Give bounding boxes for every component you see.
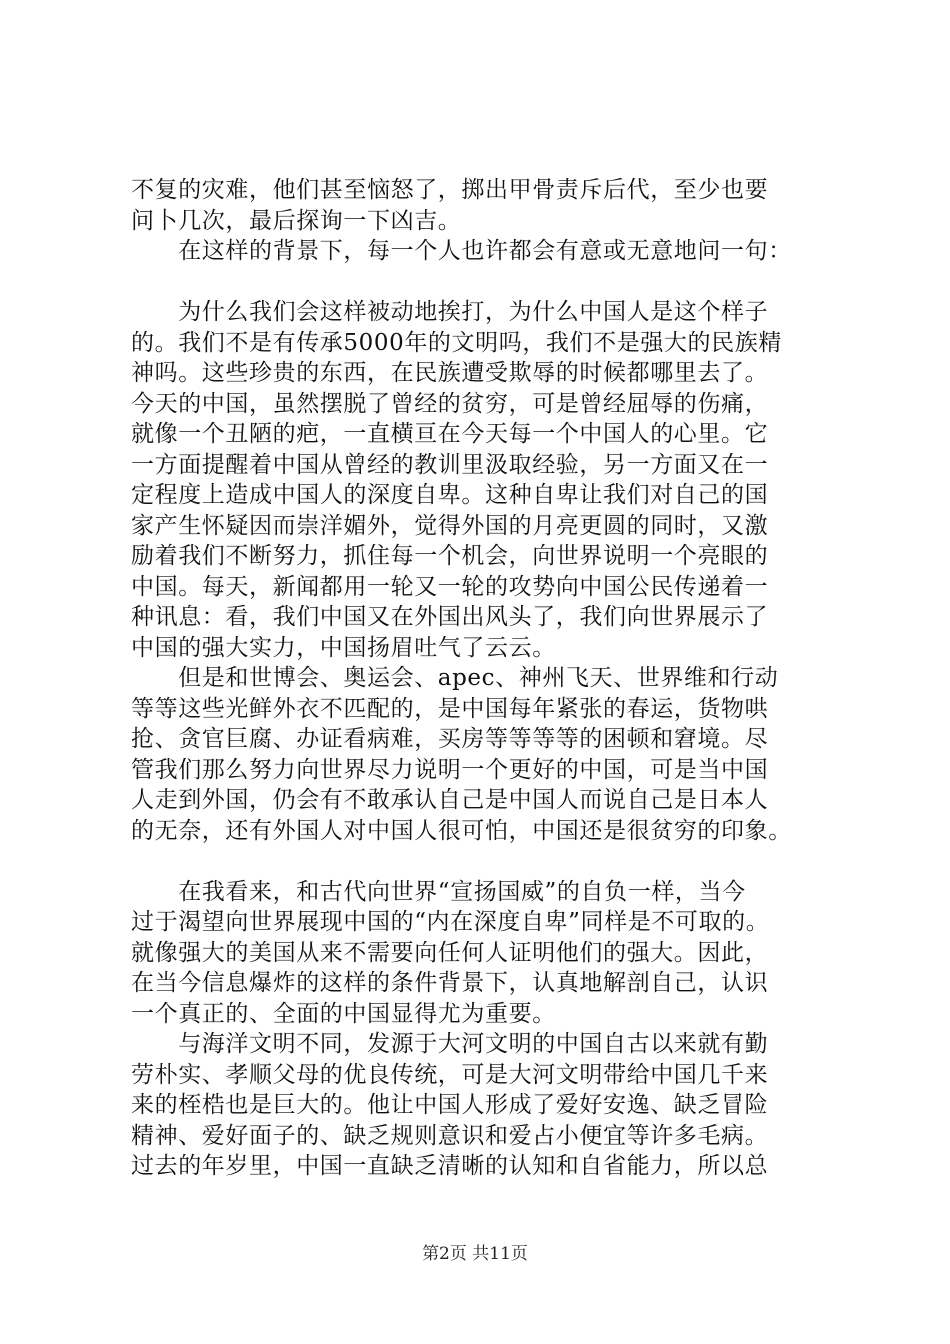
text-line: 人走到外国，仍会有不敢承认自己是中国人而说自己是日本人	[131, 787, 769, 813]
text-line: 为什么我们会这样被动地挨打，为什么中国人是这个样子	[131, 299, 769, 325]
text-line: 定程度上造成中国人的深度自卑。这种自卑让我们对自己的国	[131, 482, 769, 508]
text-line: 精神、爱好面子的、缺乏规则意识和爱占小便宜等许多毛病。	[131, 1122, 769, 1149]
text-line: 励着我们不断努力，抓住每一个机会，向世界说明一个亮眼的	[131, 543, 769, 569]
text-line: 过去的年岁里，中国一直缺乏清晰的认知和自省能力，所以总	[131, 1153, 769, 1179]
page-footer	[0, 1243, 950, 1265]
text-line: 中国。每天，新闻都用一轮又一轮的攻势向中国公民传递着一	[131, 573, 769, 600]
text-line: 的。我们不是有传承5000年的文明吗，我们不是强大的民族精	[131, 329, 782, 356]
page-number: 第2页 共11页	[422, 1244, 528, 1264]
text-line: 家产生怀疑因而崇洋媚外，觉得外国的月亮更圆的同时，又激	[131, 512, 769, 539]
text-line: 但是和世博会、奥运会、apec、神州飞天、世界维和行动	[131, 665, 779, 691]
text-line: 一个真正的、全面的中国显得尤为重要。	[131, 1000, 556, 1027]
paragraph-gap	[131, 267, 831, 298]
text-line: 就像一个丑陋的疤，一直横亘在今天每一个中国人的心里。它	[131, 421, 769, 447]
text-line: 的无奈，还有外国人对中国人很可怕，中国还是很贫穷的印象。	[131, 817, 792, 844]
text-line: 在当今信息爆炸的这样的条件背景下，认真地解剖自己，认识	[131, 970, 769, 996]
text-line: 就像强大的美国从来不需要向任何人证明他们的强大。因此，	[131, 939, 769, 966]
text-line: 种讯息：看，我们中国又在外国出风头了，我们向世界展示了	[131, 604, 769, 630]
text-line: 劳朴实、孝顺父母的优良传统，可是大河文明带给中国几千来	[131, 1061, 769, 1088]
text-line: 在我看来，和古代向世界“宣扬国威”的自负一样，当今	[131, 878, 746, 905]
paragraph-gap	[131, 846, 831, 877]
text-line: 问卜几次，最后探询一下凶吉。	[131, 207, 462, 234]
text-line: 一方面提醒着中国从曾经的教训里汲取经验，另一方面又在一	[131, 451, 769, 478]
text-line: 今天的中国，虽然摆脱了曾经的贫穷，可是曾经屈辱的伤痛，	[131, 390, 769, 417]
text-line: 中国的强大实力，中国扬眉吐气了云云。	[131, 634, 556, 661]
text-line: 抢、贪官巨腐、办证看病难，买房等等等等的困顿和窘境。尽	[131, 726, 769, 752]
text-line: 来的桎梏也是巨大的。他让中国人形成了爱好安逸、缺乏冒险	[131, 1092, 769, 1118]
text-line: 不复的灾难，他们甚至恼怒了，掷出甲骨责斥后代，至少也要	[131, 177, 769, 203]
text-line: 过于渴望向世界展现中国的“内在深度自卑”同样是不可取的。	[131, 909, 770, 935]
text-line: 神吗。这些珍贵的东西，在民族遭受欺辱的时候都哪里去了。	[131, 360, 769, 386]
text-line: 与海洋文明不同，发源于大河文明的中国自古以来就有勤	[131, 1031, 769, 1057]
text-line: 管我们那么努力向世界尽力说明一个更好的中国，可是当中国	[131, 756, 769, 783]
text-line: 等等这些光鲜外衣不匹配的，是中国每年紧张的春运，货物哄	[131, 695, 769, 722]
body-text	[131, 175, 831, 1182]
text-line: 在这样的背景下，每一个人也许都会有意或无意地问一句：	[131, 238, 792, 264]
